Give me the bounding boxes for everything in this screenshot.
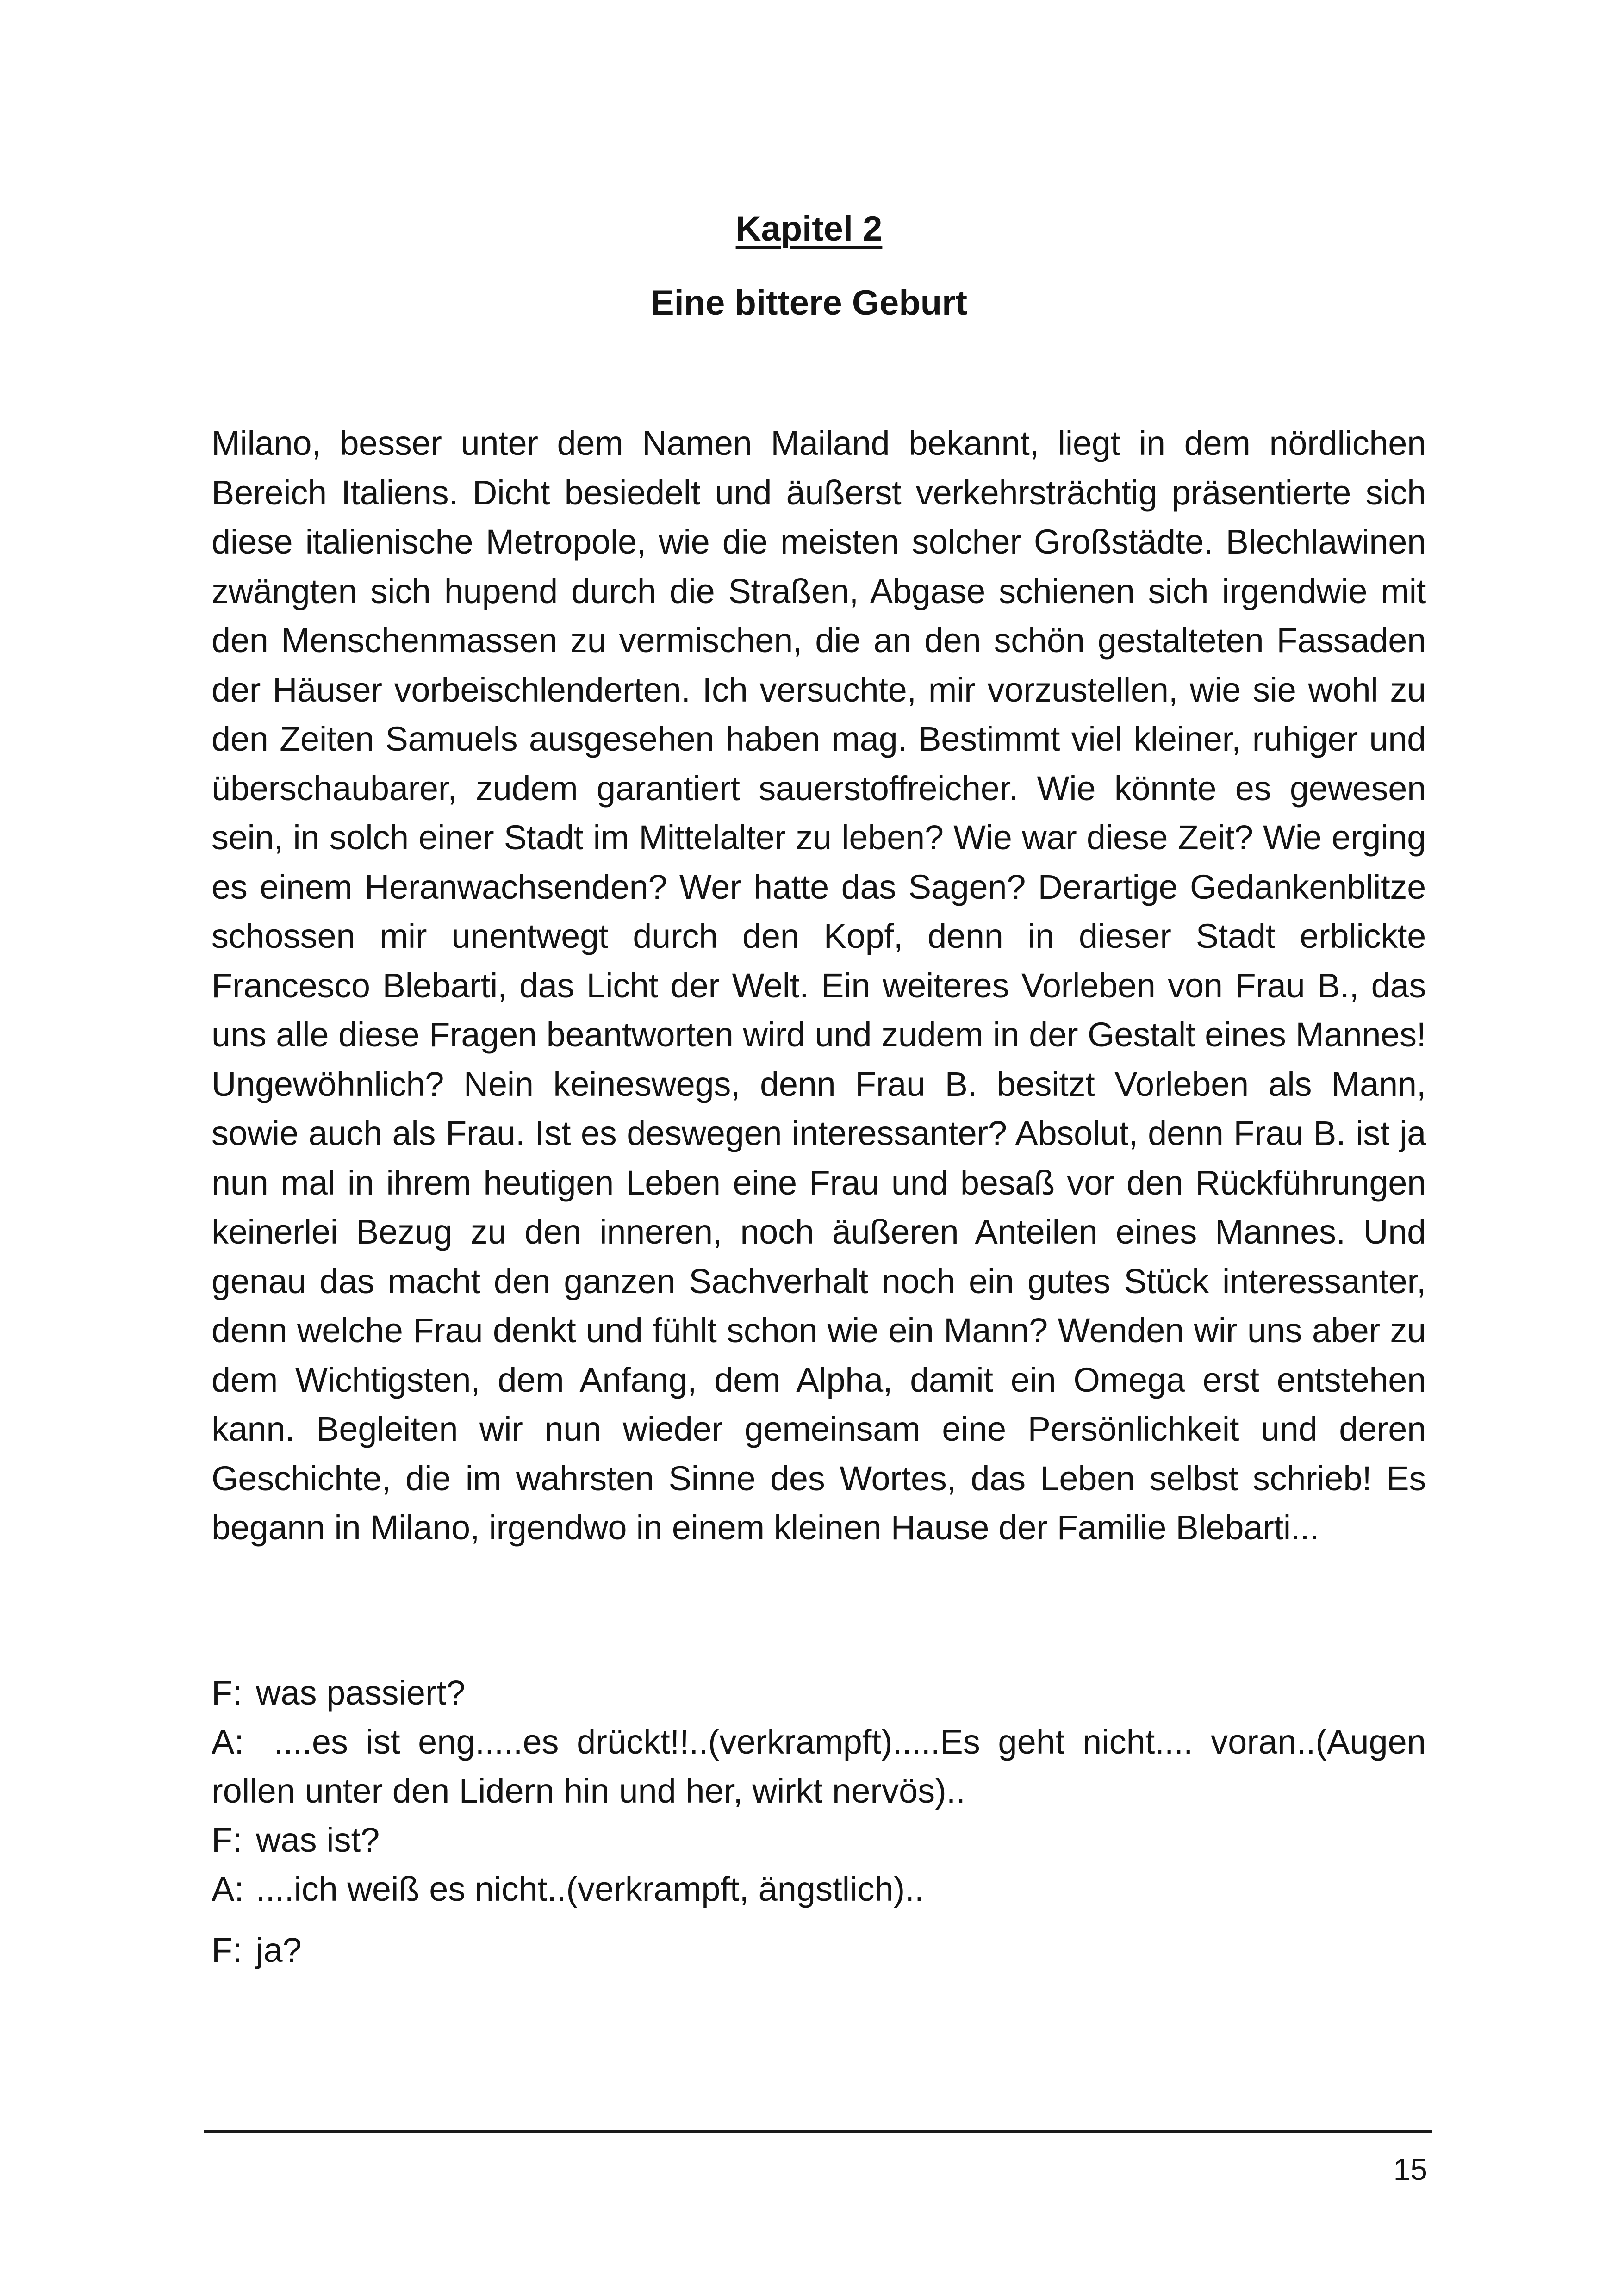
body-paragraph: Milano, besser unter dem Namen Mailand bekannt, liegt in dem nördlichen Bereich Italiens. Dicht besiedelt und äußerst verkehrsträchtig präsentierte sich diese italienische Metropole, wie die meisten solcher Großstädte. Blechlawinen zwängten sich hupend durch die Straßen, Abgase schienen sich irgendwie mit den Menschenmassen zu vermischen, die an den schön gestalteten Fassaden der Häuser vorbeischlenderten. Ich versuchte, mir vorzustellen, wie sie wohl zu den Zeiten Samuels ausgesehen haben mag. Bestimmt viel kleiner, ruhiger und überschaubarer, zudem garantiert sauerstoffreicher. Wie könnte es gewesen sein, in solch einer Stadt im Mittelalter zu leben? Wie war diese Zeit? Wie erging es einem Heranwachsenden? Wer hatte das Sagen? Derartige Gedankenblitze schossen mir unentwegt durch den Kopf, denn in dieser Stadt erblickte Francesco Blebarti, das Licht der Welt. Ein weiteres Vorleben von Frau B., das uns alle diese Fragen beantworten wird und zudem in der Gestalt eines Mannes! Ungewöhnlich? Nein keineswegs, denn Frau B. besitzt Vorleben als Mann, sowie auch als Frau. Ist es deswegen interessanter? Absolut, denn Frau B. ist ja nun mal in ihrem heutigen Leben eine Frau und besaß vor den Rückführungen keinerlei Bezug zu den inneren, noch äußeren Anteilen eines Mannes. Und genau das macht den ganzen Sachverhalt noch ein gutes Stück interessanter, denn welche Frau denkt und fühlt schon wie ein Mann? Wenden wir uns aber zu dem Wichtigsten, dem Anfang, dem Alpha, damit ein Omega erst entstehen kann. Begleiten wir nun wieder gemeinsam eine Persönlichkeit und deren Geschichte, die im wahrsten Sinne des Wortes, das Leben selbst schrieb! Es begann in Milano, irgendwo in einem kleinen Hause der Familie Blebarti... <box>212 424 1426 1547</box>
dialogue-speaker: F: <box>212 1821 242 1859</box>
chapter-label <box>0 206 1618 252</box>
dialogue-line <box>212 1865 1426 1914</box>
dialogue-text: ja? <box>256 1931 302 1969</box>
dialogue-text: ....es ist eng.....es drückt!!..(verkrampft).....Es geht nicht.... voran..(Augen rollen unter den Lidern hin und her, wirkt nervös).. <box>212 1723 1426 1810</box>
dialogue-section <box>212 1668 1426 1975</box>
dialogue-line <box>212 1717 1426 1816</box>
dialogue-line <box>212 1668 1426 1717</box>
dialogue-text: was passiert? <box>256 1674 466 1712</box>
chapter-label-text: Kapitel 2 <box>735 209 883 249</box>
dialogue-text: ....ich weiß es nicht..(verkrampft, ängstlich).. <box>256 1870 924 1908</box>
dialogue-line <box>212 1816 1426 1865</box>
dialogue-text: was ist? <box>256 1821 380 1859</box>
page-number: 15 <box>1393 2152 1427 2186</box>
dialogue-speaker: A: <box>212 1870 244 1908</box>
dialogue-speaker: A: <box>212 1723 244 1761</box>
footer-divider <box>204 2130 1432 2133</box>
dialogue-line <box>212 1926 1426 1975</box>
dialogue-speaker: F: <box>212 1674 242 1712</box>
chapter-title: Eine bittere Geburt <box>650 283 968 323</box>
dialogue-speaker: F: <box>212 1931 242 1969</box>
